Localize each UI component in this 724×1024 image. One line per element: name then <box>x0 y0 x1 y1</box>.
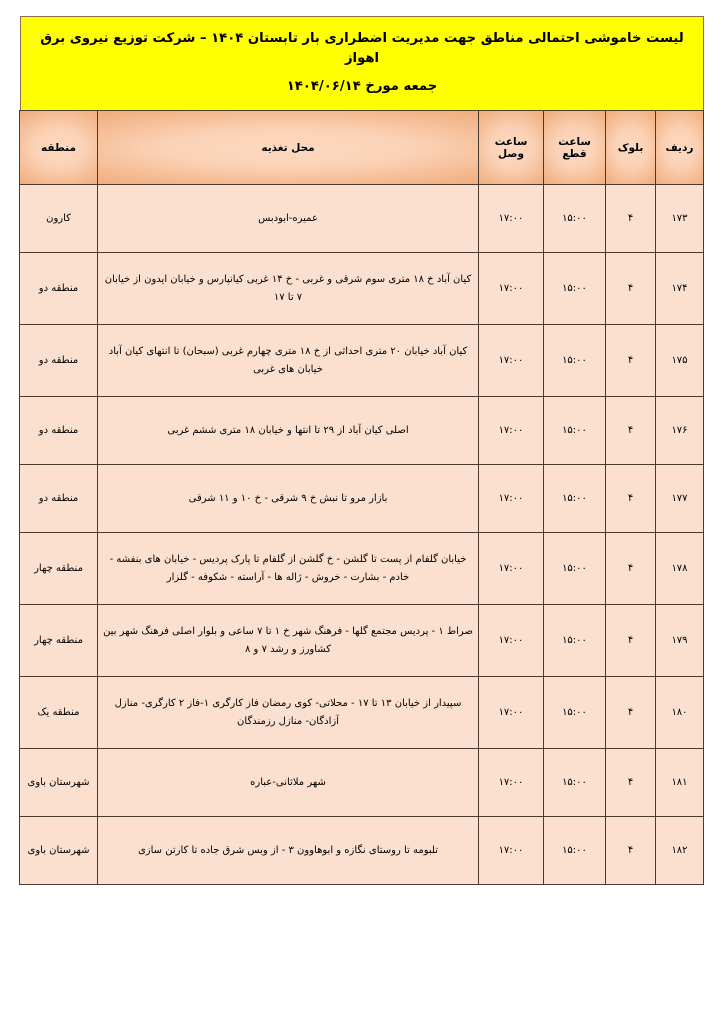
cell-mantaghe: شهرستان باوی <box>20 817 98 885</box>
cell-mantaghe: منطقه دو <box>20 397 98 465</box>
cell-mantaghe: منطقه دو <box>20 253 98 325</box>
cell-vasl: ۱۷:۰۰ <box>479 253 544 325</box>
outage-sheet <box>20 16 704 885</box>
cell-block: ۴ <box>606 533 656 605</box>
column-header-ghat: ساعت قطع <box>544 111 606 185</box>
column-header-mantaghe: منطقه <box>20 111 98 185</box>
cell-block: ۴ <box>606 465 656 533</box>
cell-block: ۴ <box>606 325 656 397</box>
cell-vasl: ۱۷:۰۰ <box>479 677 544 749</box>
cell-mantaghe: منطقه یک <box>20 677 98 749</box>
cell-radif: ۱۷۸ <box>656 533 704 605</box>
cell-block: ۴ <box>606 677 656 749</box>
cell-ghat: ۱۵:۰۰ <box>544 605 606 677</box>
table-row <box>20 253 704 325</box>
cell-mahal: سپیدار از خیابان ۱۳ تا ۱۷ - محلاتی- کوی رمضان فاز کارگری ۱-فاز ۲ کارگری- منازل آزادگان- منازل رزمندگان <box>98 677 479 749</box>
cell-radif: ۱۷۹ <box>656 605 704 677</box>
cell-ghat: ۱۵:۰۰ <box>544 817 606 885</box>
cell-mahal: کیان آباد خیابان ۲۰ متری احداثی از خ ۱۸ متری چهارم غربی (سبحان) تا انتهای کیان آباد خیابان های غربی <box>98 325 479 397</box>
table-row <box>20 749 704 817</box>
outage-table <box>19 110 704 885</box>
table-row <box>20 325 704 397</box>
cell-block: ۴ <box>606 749 656 817</box>
cell-mahal: اصلی کیان آباد از ۲۹ تا انتها و خیابان ۱۸ متری ششم غربی <box>98 397 479 465</box>
column-header-mahal: محل تغذیه <box>98 111 479 185</box>
cell-ghat: ۱۵:۰۰ <box>544 533 606 605</box>
cell-block: ۴ <box>606 397 656 465</box>
column-header-vasl: ساعت وصل <box>479 111 544 185</box>
table-row <box>20 185 704 253</box>
table-row <box>20 397 704 465</box>
cell-block: ۴ <box>606 817 656 885</box>
table-row <box>20 677 704 749</box>
cell-ghat: ۱۵:۰۰ <box>544 325 606 397</box>
cell-vasl: ۱۷:۰۰ <box>479 533 544 605</box>
cell-ghat: ۱۵:۰۰ <box>544 749 606 817</box>
cell-radif: ۱۸۲ <box>656 817 704 885</box>
cell-mahal: خیابان گلفام از پست تا گلشن - خ گلشن از گلفام تا پارک پردیس - خیابان های بنفشه - خادم - بشارت - خروش - ژاله ها - آراسته - شکوفه - گلزار <box>98 533 479 605</box>
cell-mahal: تلبومه تا روستای نگازه و ابوهاوون ۳ - از وبس شرق جاده تا کارتن سازی <box>98 817 479 885</box>
cell-ghat: ۱۵:۰۰ <box>544 397 606 465</box>
cell-radif: ۱۷۷ <box>656 465 704 533</box>
page-title: لیست خاموشی احتمالی مناطق جهت مدیریت اضطراری بار تابستان ۱۴۰۴ – شرکت توزیع نیروی برق اهواز <box>40 31 684 67</box>
cell-vasl: ۱۷:۰۰ <box>479 397 544 465</box>
cell-radif: ۱۷۵ <box>656 325 704 397</box>
cell-vasl: ۱۷:۰۰ <box>479 749 544 817</box>
cell-vasl: ۱۷:۰۰ <box>479 605 544 677</box>
column-header-radif: ردیف <box>656 111 704 185</box>
cell-ghat: ۱۵:۰۰ <box>544 185 606 253</box>
cell-mantaghe: شهرستان باوی <box>20 749 98 817</box>
table-row <box>20 533 704 605</box>
cell-radif: ۱۷۶ <box>656 397 704 465</box>
cell-mantaghe: منطقه چهار <box>20 533 98 605</box>
table-header-row <box>20 111 704 185</box>
cell-block: ۴ <box>606 253 656 325</box>
table-row <box>20 605 704 677</box>
cell-ghat: ۱۵:۰۰ <box>544 253 606 325</box>
cell-mahal: عمیره-ابودبس <box>98 185 479 253</box>
table-body <box>20 185 704 885</box>
table-row <box>20 817 704 885</box>
title-banner <box>20 16 704 110</box>
cell-mahal: بازار مرو تا نبش خ ۹ شرقی - خ ۱۰ و ۱۱ شرقی <box>98 465 479 533</box>
page-subtitle-date: جمعه مورخ ۱۴۰۴/۰۶/۱۴ <box>286 78 438 94</box>
cell-ghat: ۱۵:۰۰ <box>544 677 606 749</box>
column-header-block: بلوک <box>606 111 656 185</box>
cell-mahal: کیان آباد خ ۱۸ متری سوم شرقی و غربی - خ ۱۴ غربی کیانپارس و خیابان ایدون از خیابان ۷ تا ۱۷ <box>98 253 479 325</box>
cell-block: ۴ <box>606 185 656 253</box>
cell-ghat: ۱۵:۰۰ <box>544 465 606 533</box>
cell-block: ۴ <box>606 605 656 677</box>
cell-radif: ۱۸۰ <box>656 677 704 749</box>
table-row <box>20 465 704 533</box>
table-header <box>20 111 704 185</box>
cell-mantaghe: منطقه دو <box>20 325 98 397</box>
cell-mahal: صراط ۱ - پردیس مجتمع گلها - فرهنگ شهر خ ۱ تا ۷ ساعی و بلوار اصلی فرهنگ شهر بین کشاورز و رشد ۷ و ۸ <box>98 605 479 677</box>
cell-vasl: ۱۷:۰۰ <box>479 817 544 885</box>
cell-mahal: شهر ملاثانی-عباره <box>98 749 479 817</box>
cell-vasl: ۱۷:۰۰ <box>479 465 544 533</box>
cell-radif: ۱۷۴ <box>656 253 704 325</box>
cell-vasl: ۱۷:۰۰ <box>479 325 544 397</box>
cell-mantaghe: منطقه دو <box>20 465 98 533</box>
cell-mantaghe: منطقه چهار <box>20 605 98 677</box>
cell-radif: ۱۷۳ <box>656 185 704 253</box>
cell-mantaghe: کارون <box>20 185 98 253</box>
cell-vasl: ۱۷:۰۰ <box>479 185 544 253</box>
cell-radif: ۱۸۱ <box>656 749 704 817</box>
